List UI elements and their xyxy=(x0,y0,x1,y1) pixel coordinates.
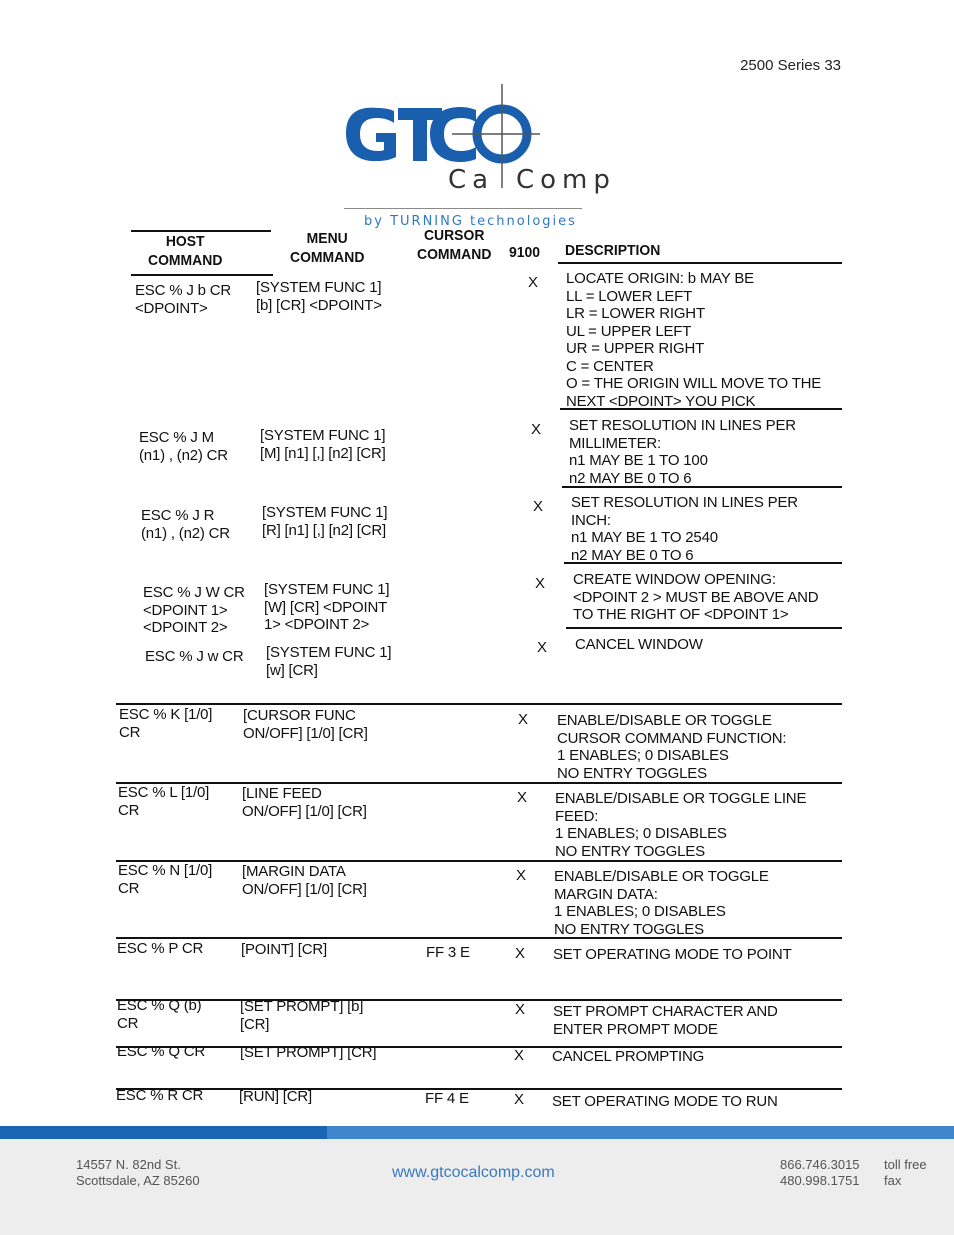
row-5-menu: [CURSOR FUNC ON/OFF] [1/0] [CR] xyxy=(243,707,368,742)
gtco-calcomp-logo xyxy=(340,78,620,233)
row-0-mark: X xyxy=(528,274,538,291)
row-1-desc: SET RESOLUTION IN LINES PER MILLIMETER: n1 MAY BE 1 TO 100 n2 MAY BE 0 TO 6 xyxy=(569,417,796,487)
row-7-menu: [MARGIN DATA ON/OFF] [1/0] [CR] xyxy=(242,863,367,898)
row-7-host: ESC % N [1/0] CR xyxy=(118,862,213,897)
row-4-mark: X xyxy=(537,639,547,656)
row-11-cursor: FF 4 E xyxy=(425,1090,469,1107)
row-9-host: ESC % Q (b) CR xyxy=(117,997,202,1032)
row-rule xyxy=(116,1088,842,1090)
svg-text:Ca: Ca xyxy=(448,165,495,195)
row-1-host: ESC % J M (n1) , (n2) CR xyxy=(139,429,228,464)
row-5-mark: X xyxy=(518,711,528,728)
col-header-description: DESCRIPTION xyxy=(565,242,661,259)
footer-website-link[interactable]: www.gtcocalcomp.com xyxy=(392,1164,555,1181)
row-9-menu: [SET PROMPT] [b] [CR] xyxy=(240,998,364,1033)
logo-divider xyxy=(344,208,582,209)
header-rule-left xyxy=(131,230,271,232)
row-3-mark: X xyxy=(535,575,545,592)
row-2-desc: SET RESOLUTION IN LINES PER INCH: n1 MAY BE 1 TO 2540 n2 MAY BE 0 TO 6 xyxy=(571,494,798,564)
row-10-menu: [SET PROMPT] [CR] xyxy=(240,1044,377,1061)
logo-tagline: by TURNING technologies xyxy=(364,214,577,229)
row-11-host: ESC % R CR xyxy=(116,1087,204,1104)
footer-accent-bar-dark xyxy=(0,1126,327,1139)
row-4-desc: CANCEL WINDOW xyxy=(575,636,703,653)
row-9-desc: SET PROMPT CHARACTER AND ENTER PROMPT MODE xyxy=(553,1003,778,1038)
row-0-menu: [SYSTEM FUNC 1] [b] [CR] <DPOINT> xyxy=(256,279,382,314)
footer-phones: 866.746.3015 480.998.1751 xyxy=(780,1157,860,1188)
row-rule xyxy=(116,1046,842,1048)
row-11-menu: [RUN] [CR] xyxy=(239,1088,313,1105)
col-header-9100: 9100 xyxy=(509,244,541,261)
row-11-desc: SET OPERATING MODE TO RUN xyxy=(552,1093,778,1110)
footer-phone-labels: toll free fax xyxy=(884,1157,927,1188)
row-rule xyxy=(566,627,842,629)
logo-mark xyxy=(340,78,620,208)
row-10-mark: X xyxy=(514,1047,524,1064)
row-8-cursor: FF 3 E xyxy=(426,944,470,961)
row-1-menu: [SYSTEM FUNC 1] [M] [n1] [,] [n2] [CR] xyxy=(260,427,386,462)
row-4-host: ESC % J w CR xyxy=(145,648,244,665)
row-2-menu: [SYSTEM FUNC 1] [R] [n1] [,] [n2] [CR] xyxy=(262,504,388,539)
footer-accent-bar-light xyxy=(327,1126,954,1139)
row-9-mark: X xyxy=(515,1001,525,1018)
row-6-desc: ENABLE/DISABLE OR TOGGLE LINE FEED: 1 ENABLES; 0 DISABLES NO ENTRY TOGGLES xyxy=(555,790,807,860)
row-8-desc: SET OPERATING MODE TO POINT xyxy=(553,946,792,963)
row-1-mark: X xyxy=(531,421,541,438)
row-10-desc: CANCEL PROMPTING xyxy=(552,1048,705,1065)
page-number: 2500 Series 33 xyxy=(740,57,841,74)
row-3-menu: [SYSTEM FUNC 1] [W] [CR] <DPOINT 1> <DPOINT 2> xyxy=(264,581,390,633)
row-5-host: ESC % K [1/0] CR xyxy=(119,706,213,741)
row-8-menu: [POINT] [CR] xyxy=(241,941,327,958)
col-header-cursor: CURSOR COMMAND xyxy=(417,227,492,263)
row-0-desc: LOCATE ORIGIN: b MAY BE LL = LOWER LEFT LR = LOWER RIGHT UL = UPPER LEFT UR = UPPER RIGHT C = CENTER O = THE ORIGIN WILL MOVE TO THE NEXT <DPOINT> YOU PICK xyxy=(566,270,822,410)
footer-address: 14557 N. 82nd St. Scottsdale, AZ 85260 xyxy=(76,1157,200,1188)
row-4-menu: [SYSTEM FUNC 1] [w] [CR] xyxy=(266,644,392,679)
row-rule xyxy=(116,703,842,705)
row-rule xyxy=(116,999,842,1001)
row-2-host: ESC % J R (n1) , (n2) CR xyxy=(141,507,230,542)
row-2-mark: X xyxy=(533,498,543,515)
col-header-host: HOST COMMAND xyxy=(148,233,223,269)
row-6-mark: X xyxy=(517,789,527,806)
row-rule xyxy=(116,782,842,784)
col-header-menu: MENU COMMAND xyxy=(290,230,365,266)
footer xyxy=(0,1139,954,1235)
row-3-host: ESC % J W CR <DPOINT 1> <DPOINT 2> xyxy=(143,584,245,636)
row-0-host: ESC % J b CR <DPOINT> xyxy=(135,282,231,317)
row-7-desc: ENABLE/DISABLE OR TOGGLE MARGIN DATA: 1 ENABLES; 0 DISABLES NO ENTRY TOGGLES xyxy=(554,868,769,938)
row-5-desc: ENABLE/DISABLE OR TOGGLE CURSOR COMMAND FUNCTION: 1 ENABLES; 0 DISABLES NO ENTRY TOGGLES xyxy=(557,712,787,782)
row-8-host: ESC % P CR xyxy=(117,940,204,957)
svg-text:Comp: Comp xyxy=(516,165,616,195)
row-7-mark: X xyxy=(516,867,526,884)
row-10-host: ESC % Q CR xyxy=(117,1043,206,1060)
header-rule-host xyxy=(131,274,273,276)
row-rule xyxy=(116,860,842,862)
header-rule-desc xyxy=(558,262,842,264)
row-11-mark: X xyxy=(514,1091,524,1108)
row-6-menu: [LINE FEED ON/OFF] [1/0] [CR] xyxy=(242,785,367,820)
row-3-desc: CREATE WINDOW OPENING: <DPOINT 2 > MUST BE ABOVE AND TO THE RIGHT OF <DPOINT 1> xyxy=(573,571,819,623)
row-6-host: ESC % L [1/0] CR xyxy=(118,784,210,819)
row-8-mark: X xyxy=(515,945,525,962)
